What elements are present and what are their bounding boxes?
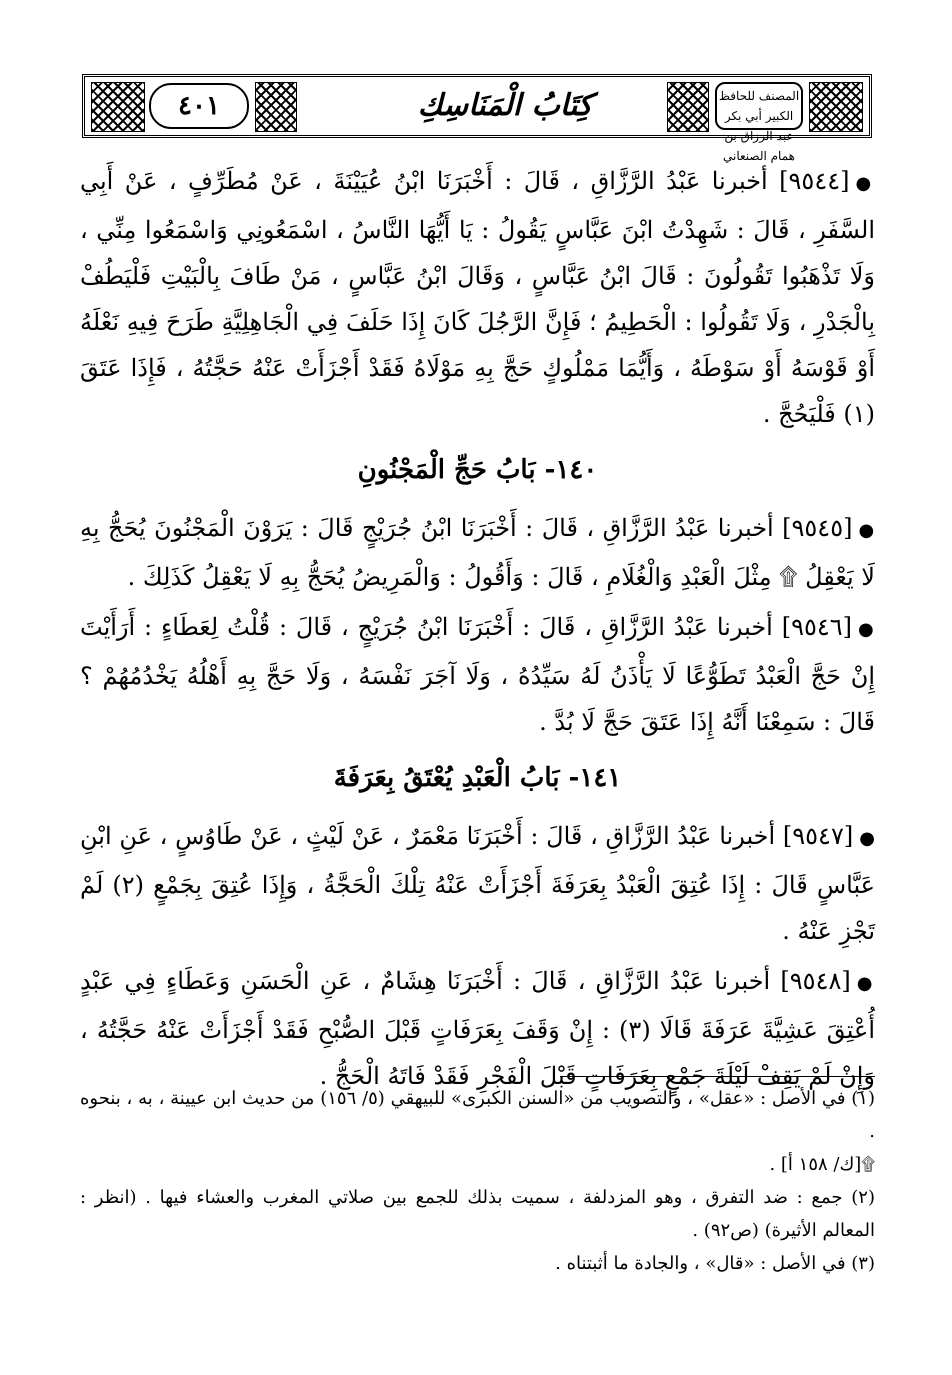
- page-number: ٤٠١: [149, 83, 249, 129]
- bullet-icon: ●: [859, 828, 875, 849]
- ornament-right-inner: [667, 82, 709, 132]
- footnote-1: (١) في الأصل : «عقل» ، والتصويب من «السنن الكبرى» للبيهقي (٥/ ١٥٦) من حديث ابن عيينة ، به ، بنحوه .: [80, 1088, 875, 1142]
- chapter-heading-141: ١٤١- بَابُ الْعَبْدِ يُعْتَقُ بِعَرَفَةَ: [333, 763, 622, 793]
- bullet-icon: ●: [856, 973, 875, 994]
- hadith-text: [٩٥٤٤] أخبرنا عَبْدُ الرَّزَّاقِ ، قَالَ : أَخْبَرَنَا ابْنُ عُيَيْنَةَ ، عَنْ مُطَرِّفٍ ، عَنْ أَبِي السَّفَرِ ، قَالَ : شَهِدْتُ ابْنَ عَبَّاسٍ يَقُولُ : يَا أَيُّهَا النَّاسُ ، اسْمَعُونِي وَاسْمَعُوا مِنِّي ، وَلَا تَذْهَبُوا تَقُولُونَ : قَالَ ابْنُ عَبَّاسٍ ، وَقَالَ ابْنُ عَبَّاسٍ ، مَنْ طَافَ بِالْبَيْتِ فَلْيَطُفْ بِالْجَدْرِ ، وَلَا تَقُولُوا : الْحَطِيمُ ؛ فَإِنَّ الرَّجُلَ كَانَ إِذَا حَلَفَ فِي الْجَاهِلِيَّةِ طَرَحَ فِيهِ نَعْلَهُ أَوْ قَوْسَهُ أَوْ سَوْطَهُ ، وَأَيُّمَا مَمْلُوكٍ حَجَّ بِهِ مَوْلَاهُ فَقَدْ أَجْزَأَتْ عَنْهُ حَجَّتُهُ ، فَإِذَا عَتَقَ (١) فَلْيَحُجَّ .: [80, 167, 875, 428]
- bullet-icon: ●: [858, 619, 875, 640]
- chapter-heading-140: ١٤٠- بَابُ حَجِّ الْمَجْنُونِ: [357, 455, 598, 485]
- footnote-3: (٣) في الأصل : «قال» ، والجادة ما أثبتناه .: [555, 1253, 875, 1274]
- hadith-text: [٩٥٤٥] أخبرنا عَبْدُ الرَّزَّاقِ ، قَالَ : أَخْبَرَنَا ابْنُ جُرَيْجٍ قَالَ : يَرَوْنَ الْمَجْنُونَ يُحَجُّ بِهِ لَا يَعْقِلُ ۩ مِثْلَ الْعَبْدِ وَالْغُلَامِ ، قَالَ : وَأَقُولُ : وَالْمَرِيضُ يُحَجُّ بِهِ لَا يَعْقِلُ كَذَلِكَ .: [80, 514, 875, 591]
- hadith-text: [٩٥٤٦] أخبرنا عَبْدُ الرَّزَّاقِ ، قَالَ : أَخْبَرَنَا ابْنُ جُرَيْجٍ ، قَالَ : قُلْتُ لِعَطَاءٍ : أَرَأَيْتَ إِنْ حَجَّ الْعَبْدُ تَطَوُّعًا لَا يَأْذَنُ لَهُ سَيِّدُهُ ، وَلَا آجَرَ نَفْسَهُ ، وَلَا حَجَّ بِهِ أَهْلُهُ يَخْدُمُهُمْ ؟ قَالَ : سَمِعْنَا أَنَّهُ إِذَا عَتَقَ حَجَّ لَا بُدَّ .: [80, 613, 875, 736]
- page-header: [82, 74, 872, 163]
- book-title: كِتَابُ الْمَنَاسِكِ: [417, 88, 593, 123]
- hadith-9547: [80, 813, 875, 954]
- hadith-9545: [80, 505, 875, 600]
- main-text: [80, 158, 875, 1103]
- footnote-2: (٢) جمع : ضد التفرق ، وهو المزدلفة ، سميت بذلك للجمع بين صلاتي المغرب والعشاء فيها . (انظر : المعالم الأثيرة) (ص٩٢) .: [80, 1187, 875, 1241]
- ornament-left-inner: [255, 82, 297, 132]
- ornament-right-outer: [809, 82, 863, 132]
- footnote-divider: [560, 1076, 875, 1077]
- bullet-icon: ●: [858, 520, 875, 541]
- hadith-text: [٩٥٤٨] أخبرنا عَبْدُ الرَّزَّاقِ ، قَالَ : أَخْبَرَنَا هِشَامٌ ، عَنِ الْحَسَنِ وَعَطَاءٍ فِي عَبْدٍ أُعْتِقَ عَشِيَّةَ عَرَفَةَ قَالَا (٣) : إِنْ وَقَفَ بِعَرَفَاتٍ قَبْلَ الصُّبْحِ فَقَدْ أَجْزَأَتْ عَنْهُ حَجَّتُهُ ، وَإِنْ لَمْ يَقِفْ لَيْلَةَ جَمْعٍ بِعَرَفَاتٍ قَبْلَ الْفَجْرِ فَقَدْ فَاتَهُ الْحَجُّ .: [80, 967, 876, 1090]
- publisher-logo: المصنف للحافظ الكبير أبي بكر عبد الرزاق بن همام الصنعاني: [715, 82, 803, 130]
- hadith-9548: [80, 958, 875, 1099]
- bullet-icon: ●: [855, 173, 875, 194]
- footnote-manuscript-ref: ۩[ك/ ١٥٨ أ] .: [769, 1154, 875, 1175]
- hadith-9544: [80, 158, 875, 437]
- ornament-left-outer: [91, 82, 145, 132]
- footnotes: [80, 1082, 875, 1280]
- hadith-text: [٩٥٤٧] أخبرنا عَبْدُ الرَّزَّاقِ ، قَالَ : أَخْبَرَنَا مَعْمَرٌ ، عَنْ لَيْثٍ ، عَنْ طَاوُسٍ ، عَنِ ابْنِ عَبَّاسٍ قَالَ : إِذَا عُتِقَ الْعَبْدُ بِعَرَفَةَ أَجْزَأَتْ عَنْهُ تِلْكَ الْحَجَّةُ ، وَإِذَا عُتِقَ بِجَمْعٍ (٢) لَمْ تَجْزِ عَنْهُ .: [80, 822, 876, 945]
- hadith-9546: [80, 604, 875, 745]
